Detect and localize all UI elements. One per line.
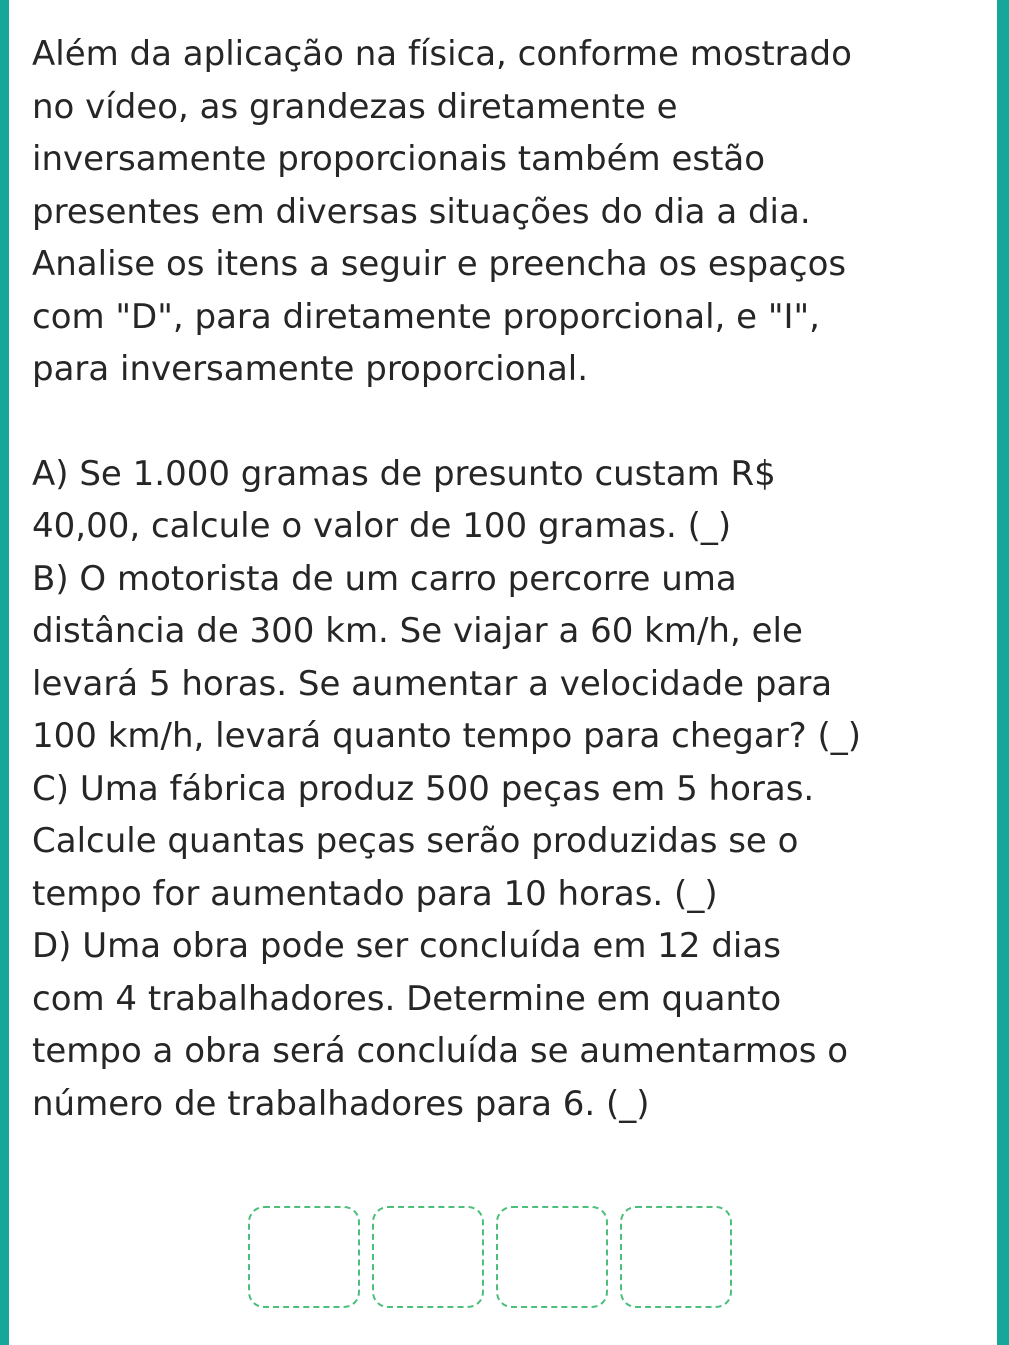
answer-box-1[interactable] [248, 1206, 360, 1308]
item-a: A) Se 1.000 gramas de presunto custam R$ 40,00, calcule o valor de 100 gramas. (_) [32, 453, 776, 546]
answer-box-2[interactable] [372, 1206, 484, 1308]
paragraph-spacer [32, 396, 982, 448]
question-intro: Além da aplicação na física, conforme mostrado no vídeo, as grandezas diretamente e inversamente proporcionais também estão presentes em diversas situações do dia a dia. Analise os itens a seguir e preencha os espaços com "D", para diretamente proporcional, e "I", para inversamente proporcional. [32, 34, 852, 389]
right-accent-border [997, 0, 1009, 1345]
answer-box-4[interactable] [620, 1206, 732, 1308]
question-card [32, 28, 982, 1130]
item-d: D) Uma obra pode ser concluída em 12 dias com 4 trabalhadores. Determine em quanto tempo a obra será concluída se aumentarmos o número de trabalhadores para 6. (_) [32, 926, 849, 1124]
item-c: C) Uma fábrica produz 500 peças em 5 horas. Calcule quantas peças serão produzidas se o tempo for aumentado para 10 horas. (_) [32, 768, 815, 914]
answer-box-3[interactable] [496, 1206, 608, 1308]
item-b: B) O motorista de um carro percorre uma distância de 300 km. Se viajar a 60 km/h, ele levará 5 horas. Se aumentar a velocidade para 100 km/h, levará quanto tempo para chegar? (_) [32, 558, 862, 756]
left-accent-border [0, 0, 9, 1345]
answer-boxes [248, 1206, 732, 1308]
